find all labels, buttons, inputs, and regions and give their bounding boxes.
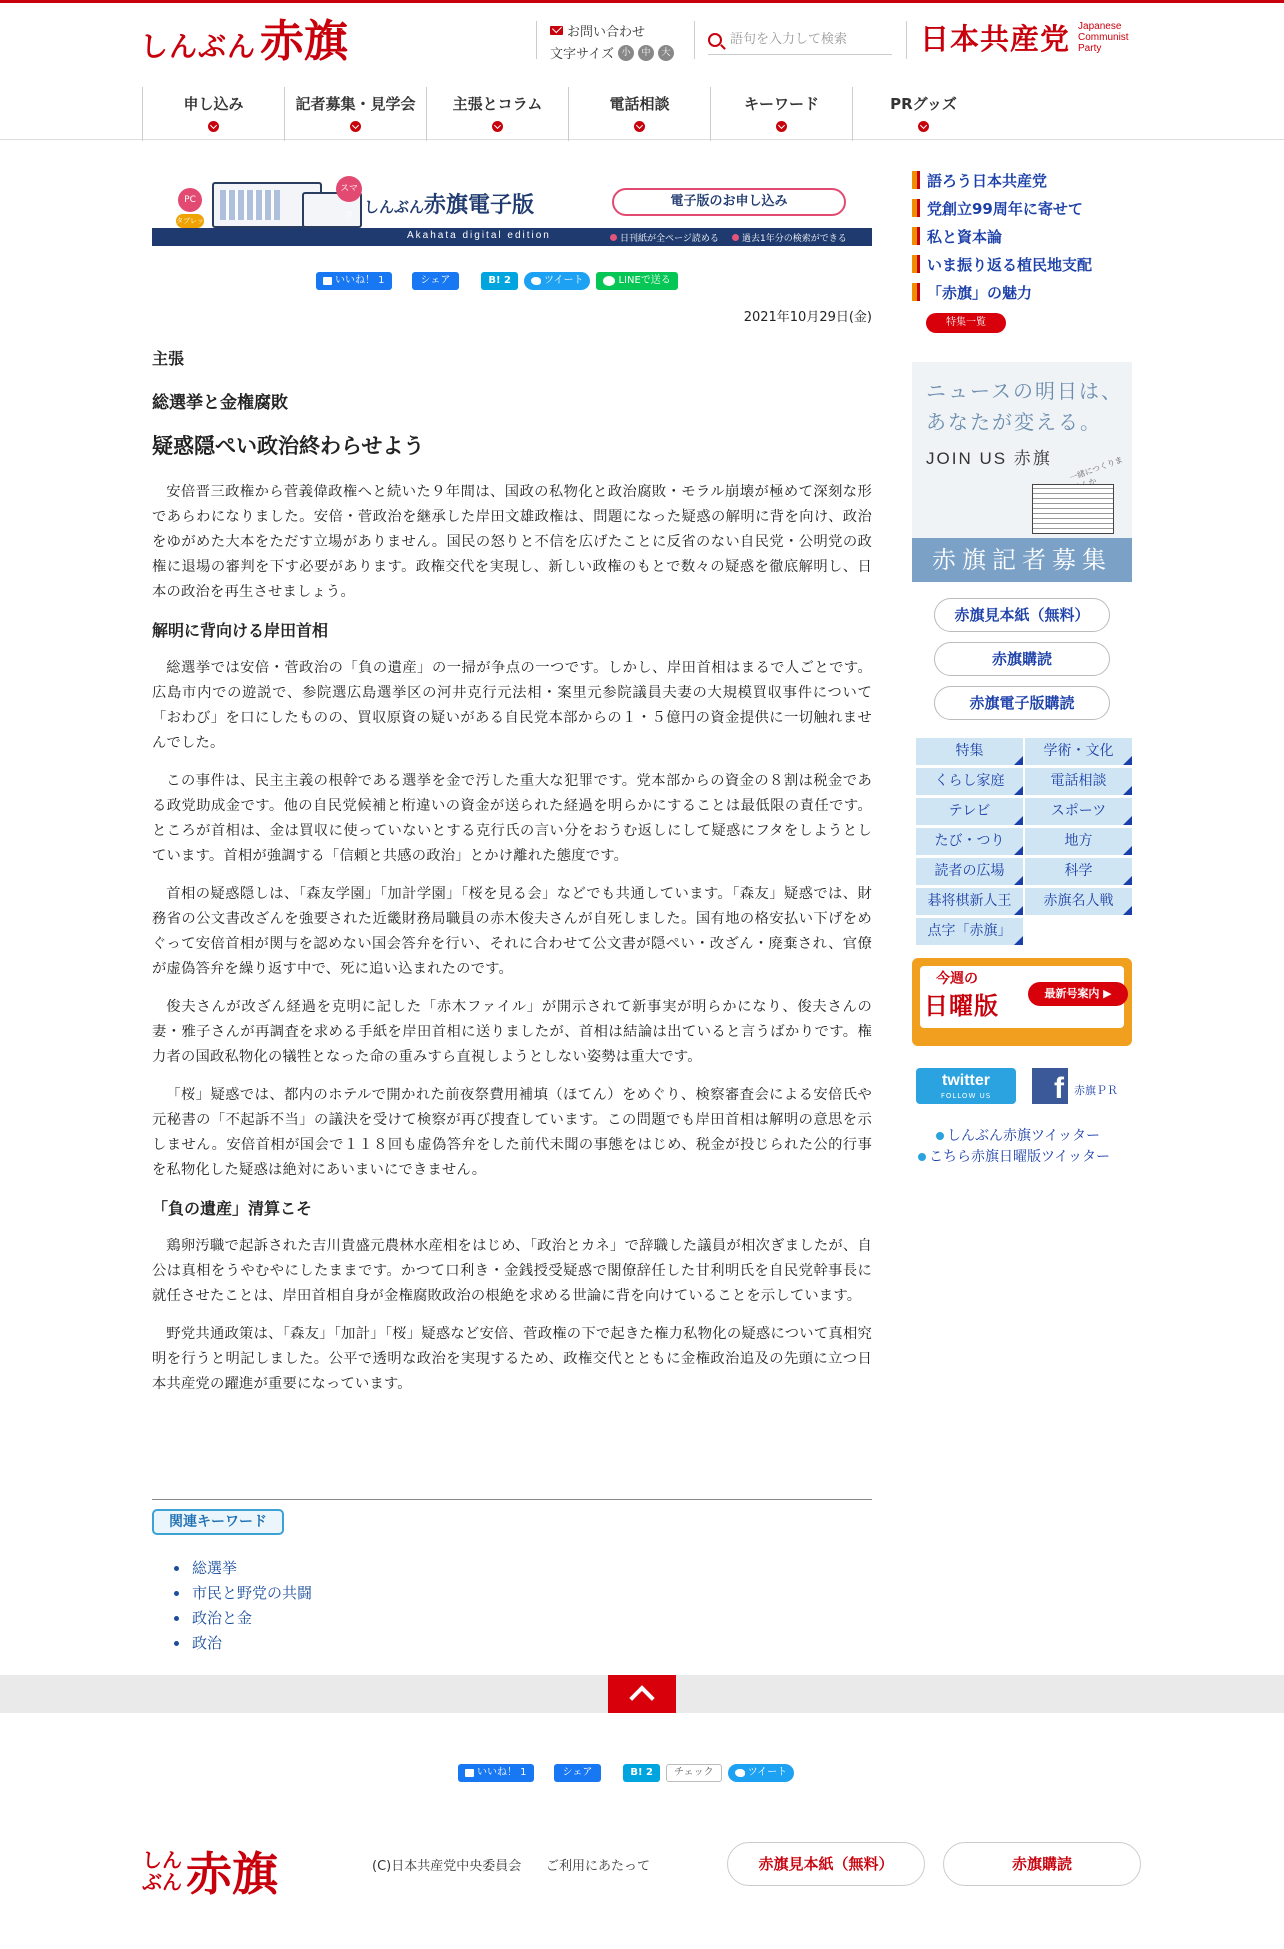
article-paragraph: 鶏卵汚職で起訴された吉川貴盛元農林水産相をはじめ、「政治とカネ」で辞職した議員が相次ぎましたが、自公は真相をうやむやにしたままです。かつて口利き・金銭授受疑惑で閣僚辞任した甘利明氏を自民党幹事長に就任させたことは、岸田首相自身が金権腐敗政治の根絶を求める世論に背を向けていることを示しています。 — [152, 1238, 872, 1304]
font-size-medium-button[interactable]: 中 — [638, 45, 654, 61]
nav-item-keywords[interactable] — [710, 87, 852, 141]
jcp-en-line: Party — [1078, 43, 1102, 54]
banner-smartphone-badge: スマホ — [336, 176, 362, 202]
banner-note — [610, 231, 719, 244]
article-paragraph: 「桜」疑惑では、都内のホテルで開かれた前夜祭費用補填（ほてん）をめぐり、検察審査会による安倍氏や元秘書の「不起訴不当」の議決を受けて検察が再び捜査しています。この問題でも岸田首相は解明の意思を示しません。安倍首相が国会で１１８回も虚偽答弁をした前代未聞の事態をはじめ、税金が投じられた公的行事を私物化した疑惑は絶対にあいまいにできません。 — [152, 1087, 872, 1178]
article-date: 2021年10月29日(金) — [743, 310, 872, 325]
logo-big-text: 赤旗 — [260, 16, 349, 67]
share-bar-top — [316, 272, 678, 290]
terms-link[interactable]: ご利用にあたって — [546, 1859, 651, 1874]
keywords-divider — [152, 1499, 872, 1500]
jcp-logo[interactable] — [920, 17, 1129, 58]
sidebar-feature-link[interactable]: いま振り返る植民地支配 — [912, 254, 1092, 275]
nav-item-apply[interactable] — [142, 87, 284, 141]
like-label: いいね！ 1 — [335, 275, 385, 286]
joinus-line: あなたが変える。 — [926, 410, 1102, 434]
keyword-link[interactable]: 政治 — [174, 1631, 312, 1656]
article-paragraph: この事件は、民主主義の根幹である選挙を金で汚した重大な犯罪です。党本部からの資金の８割は税金である政党助成金です。他の自民党候補と桁違いの資金が送られた経過を明らかにすることは最低限の責任です。ところが首相は、金は買収に使っていないとする克行氏の言い分をおうむ返しにして疑惑にフタをしようとしています。首相が強調する「信頼と共感の政治」とかけ離れた態度です。 — [152, 773, 872, 864]
facebook-like-button[interactable] — [458, 1764, 534, 1782]
tweet-button[interactable] — [728, 1764, 795, 1782]
tweet-button[interactable] — [524, 272, 591, 290]
twitter-link-text: こちら赤旗日曜版ツイッター — [929, 1149, 1111, 1165]
header-divider — [694, 21, 695, 59]
line-label: LINEで送る — [618, 275, 671, 286]
joinus-bar: 赤旗記者募集 — [912, 538, 1132, 582]
hatena-bookmark-button[interactable]: B! 2 — [481, 272, 518, 290]
keyword-link[interactable]: 総選挙 — [174, 1556, 312, 1581]
dot-icon — [610, 234, 617, 241]
article-subtitle: 総選挙と金権腐敗 — [152, 393, 288, 413]
chevron-down-icon — [634, 121, 645, 132]
logo-small-text: しんぶん — [140, 30, 257, 63]
jcp-en-line: Communist — [1078, 32, 1129, 43]
banner-title-small: しんぶん — [364, 198, 425, 216]
sidebar-feature-link[interactable]: 私と資本論 — [912, 226, 1002, 247]
dot-icon — [936, 1132, 944, 1140]
sidebar-feature-link[interactable]: 「赤旗」の魅力 — [912, 282, 1032, 303]
banner-strip — [152, 228, 872, 246]
site-logo[interactable] — [140, 17, 348, 67]
font-size-label: 文字サイズ — [550, 47, 614, 62]
banner-title — [364, 188, 534, 219]
facebook-share-button[interactable]: シェア — [412, 272, 460, 290]
category-link[interactable]: スポーツ — [1025, 798, 1132, 825]
category-link[interactable]: 地方 — [1025, 828, 1132, 855]
banner-pc-badge: PC — [178, 188, 202, 212]
font-size-large-button[interactable]: 大 — [658, 45, 674, 61]
newspaper-illustration — [1032, 484, 1114, 534]
digital-edition-banner[interactable] — [152, 182, 872, 246]
header-divider — [906, 21, 907, 59]
category-link[interactable]: たび・つり — [916, 828, 1023, 855]
copyright-text: (C)日本共産党中央委員会 — [372, 1859, 522, 1874]
contact-label: お問い合わせ — [567, 25, 646, 40]
article-heading: 解明に背向ける岸田首相 — [152, 621, 329, 640]
joinus-small-text: 一緒につくりませんか — [1068, 455, 1125, 483]
article-body — [152, 480, 872, 1410]
banner-title-big: 赤旗電子版 — [424, 193, 535, 218]
digital-subscribe-button[interactable]: 赤旗電子版購読 — [934, 686, 1110, 720]
site-header — [0, 3, 1284, 140]
twitter-badge-text: twitter — [942, 1072, 990, 1089]
article-paragraph: 安倍晋三政権から菅義偉政権へと続いた９年間は、国政の私物化と政治腐敗・モラル崩壊が極めて深刻な形であらわになりました。安倍・菅政治を継承した岸田文雄政権は、問題になった疑惑の解明に背を向け、政治をゆがめた大本をただす立場がありません。国民の怒りと不信を広げたことに反省のない自民党・公明党の政権に退場の審判を下す必要があります。政権交代を実現し、新しい政権のもとで数々の疑惑を徹底解明し、日本の政治を再生させましょう。 — [152, 484, 872, 600]
article-heading: 「負の遺産」清算こそ — [152, 1199, 313, 1218]
nav-label: 電話相談 — [609, 95, 670, 113]
article-paragraph: 総選挙では安倍・菅政治の「負の遺産」の一掃が争点の一つです。しかし、岸田首相はまるで人ごとです。広島市内での遊説で、参院選広島選挙区の河井克行元法相・案里元参院議員夫妻の大規模買収事件について「おわび」を口にしたものの、買収原資の疑いがある自民党本部からの１・５億円の資金提供に一切触れませんでした。 — [152, 660, 872, 751]
font-size-small-button[interactable]: 小 — [618, 45, 634, 61]
banner-note-text: 過去1年分の検索ができる — [742, 234, 847, 244]
twitter-link-text: しんぶん赤旗ツイッター — [947, 1128, 1101, 1144]
latest-issue-button[interactable]: 最新号案内 ▶ — [1028, 982, 1128, 1006]
main-nav — [142, 87, 994, 141]
category-link[interactable]: 科学 — [1025, 858, 1132, 885]
article-paragraph: 野党共通政策は、「森友」「加計」「桜」疑惑など安倍、菅政権の下で起きた権力私物化の疑惑について真相究明を行うと明記しました。公平で透明な政治を実現するため、政権交代とともに金権政治追及の先頭に立つ日本共産党の躍進が重要になっています。 — [152, 1326, 872, 1392]
footer-logo-small: しんぶん — [142, 1848, 182, 1894]
back-to-top-button[interactable] — [608, 1675, 676, 1713]
article-paragraph: 俊夫さんが改ざん経過を克明に記した「赤木ファイル」が開示されて新事実が明らかになり、俊夫さんの妻・雅子さんが再調査を求める手紙を岸田首相に送りましたが、首相は結論は出ていると言うばかりです。権力者の国政私物化の犠牲となった命の重みすら直視しようとしない姿勢は重大です。 — [152, 999, 872, 1065]
article-paragraph: 首相の疑惑隠しは、「森友学園」「加計学園」「桜を見る会」などでも共通しています。「森友」疑惑では、財務省の公文書改ざんを強要された近畿財務局職員の赤木俊夫さんが自死しました。国有地の格安払い下げをめぐって安倍首相が関与を認めない国会答弁を行い、それに合わせて公文書が隠ぺい・改ざん・廃棄され、官僚が虚偽答弁を繰り返す中で、死に追い込まれたのです。 — [152, 886, 872, 977]
chevron-down-icon — [776, 121, 787, 132]
line-icon — [603, 276, 615, 286]
facebook-icon[interactable]: f — [1032, 1068, 1068, 1104]
twitter-bird-icon — [531, 277, 541, 285]
mixi-check-button[interactable]: チェック — [666, 1764, 722, 1782]
category-link[interactable]: 碁将棋新人王 — [916, 888, 1023, 915]
nav-label: キーワード — [743, 95, 819, 113]
thumbs-up-icon — [465, 1769, 474, 1777]
tweet-label: ツイート — [747, 1767, 788, 1778]
tweet-label: ツイート — [543, 275, 584, 286]
footer-logo[interactable] — [142, 1838, 278, 1904]
nav-item-phone-consult[interactable] — [568, 87, 710, 141]
jcp-logo-en — [1078, 21, 1129, 54]
banner-apply-button[interactable]: 電子版のお申し込み — [612, 188, 846, 216]
joinus-headline — [926, 376, 1123, 438]
category-link[interactable]: 点字「赤旗」 — [916, 918, 1023, 945]
twitter-bird-icon — [735, 1769, 745, 1777]
banner-note-text: 日刊紙が全ページ読める — [620, 234, 719, 244]
thumbs-up-icon — [323, 277, 332, 285]
share-bar-bottom — [458, 1764, 794, 1782]
nav-label: 記者募集・見学会 — [295, 95, 416, 113]
dot-icon — [732, 234, 739, 241]
keyword-link[interactable]: 政治と金 — [174, 1606, 312, 1631]
category-link[interactable]: 学術・文化 — [1025, 738, 1132, 765]
search-icon[interactable] — [708, 33, 722, 47]
search-input[interactable] — [730, 32, 880, 47]
joinus-subline: JOIN US 赤旗 — [926, 449, 1052, 468]
chevron-down-icon — [350, 121, 361, 132]
sunday-label-small: 今週の — [936, 971, 978, 987]
sample-paper-button[interactable]: 赤旗見本紙（無料） — [934, 598, 1110, 632]
category-link[interactable]: 読者の広場 — [916, 858, 1023, 885]
mail-icon — [550, 26, 563, 35]
sunday-label-big: 日曜版 — [924, 992, 999, 1020]
category-link[interactable]: 電話相談 — [1025, 768, 1132, 795]
facebook-pr-label[interactable]: 赤旗ＰＲ — [1074, 1084, 1118, 1097]
line-share-button[interactable] — [596, 272, 677, 290]
joinus-line: ニュースの明日は、 — [926, 379, 1123, 403]
facebook-share-button[interactable]: シェア — [554, 1764, 602, 1782]
footer-sample-paper-button[interactable]: 赤旗見本紙（無料） — [727, 1842, 925, 1886]
twitter-link-akahata[interactable] — [918, 1126, 1110, 1147]
font-size-control — [550, 43, 674, 62]
twitter-follow-badge[interactable] — [916, 1068, 1016, 1104]
header-divider — [536, 21, 537, 59]
contact-link[interactable] — [550, 21, 645, 40]
chevron-down-icon — [208, 121, 219, 132]
sidebar-feature-link[interactable]: 語ろう日本共産党 — [912, 170, 1047, 191]
keyword-link[interactable]: 市民と野党の共闘 — [174, 1581, 312, 1606]
banner-en-text: Akahata digital edition — [407, 230, 551, 241]
footer-logo-big: 赤旗 — [186, 1847, 278, 1901]
facebook-like-button[interactable] — [316, 272, 392, 290]
banner-tablet-badge: タブレッ — [176, 214, 204, 228]
chevron-down-icon — [918, 121, 929, 132]
category-link[interactable]: くらし家庭 — [916, 768, 1023, 795]
like-label: いいね！ 1 — [477, 1767, 527, 1778]
dot-icon — [918, 1153, 926, 1161]
category-grid — [916, 738, 1132, 945]
nav-label: PRグッズ — [890, 95, 957, 113]
nav-item-pr-goods[interactable] — [852, 87, 994, 141]
nav-item-editorials[interactable] — [426, 87, 568, 141]
footer-subscribe-button[interactable]: 赤旗購読 — [943, 1842, 1141, 1886]
related-keywords-label: 関連キーワード — [152, 1509, 284, 1535]
category-link[interactable]: 赤旗名人戦 — [1025, 888, 1132, 915]
article-title: 疑惑隠ぺい政治終わらせよう — [152, 434, 425, 458]
nav-label: 主張とコラム — [452, 95, 543, 113]
related-keywords-list — [174, 1556, 312, 1656]
sunday-edition-banner[interactable] — [912, 958, 1132, 1046]
feature-list-button[interactable]: 特集一覧 — [926, 313, 1006, 333]
nav-item-recruit[interactable] — [284, 87, 426, 141]
hatena-bookmark-button[interactable]: B! 2 — [623, 1764, 660, 1782]
jcp-logo-jp: 日本共産党 — [920, 22, 1071, 56]
twitter-link-sunday[interactable] — [918, 1147, 1110, 1168]
reporter-recruit-banner[interactable] — [912, 362, 1132, 582]
twitter-links — [918, 1126, 1110, 1168]
category-link[interactable]: 特集 — [916, 738, 1023, 765]
sidebar-feature-link[interactable]: 党創立99周年に寄せて — [912, 198, 1083, 219]
chevron-down-icon — [492, 121, 503, 132]
subscribe-button[interactable]: 赤旗購読 — [934, 642, 1110, 676]
article-category: 主張 — [152, 349, 185, 368]
banner-note — [732, 231, 847, 244]
search-box — [708, 25, 892, 55]
jcp-en-line: Japanese — [1078, 21, 1122, 32]
category-link[interactable]: テレビ — [916, 798, 1023, 825]
twitter-badge-sub: FOLLOW US — [940, 1092, 992, 1100]
nav-label: 申し込み — [183, 95, 244, 113]
